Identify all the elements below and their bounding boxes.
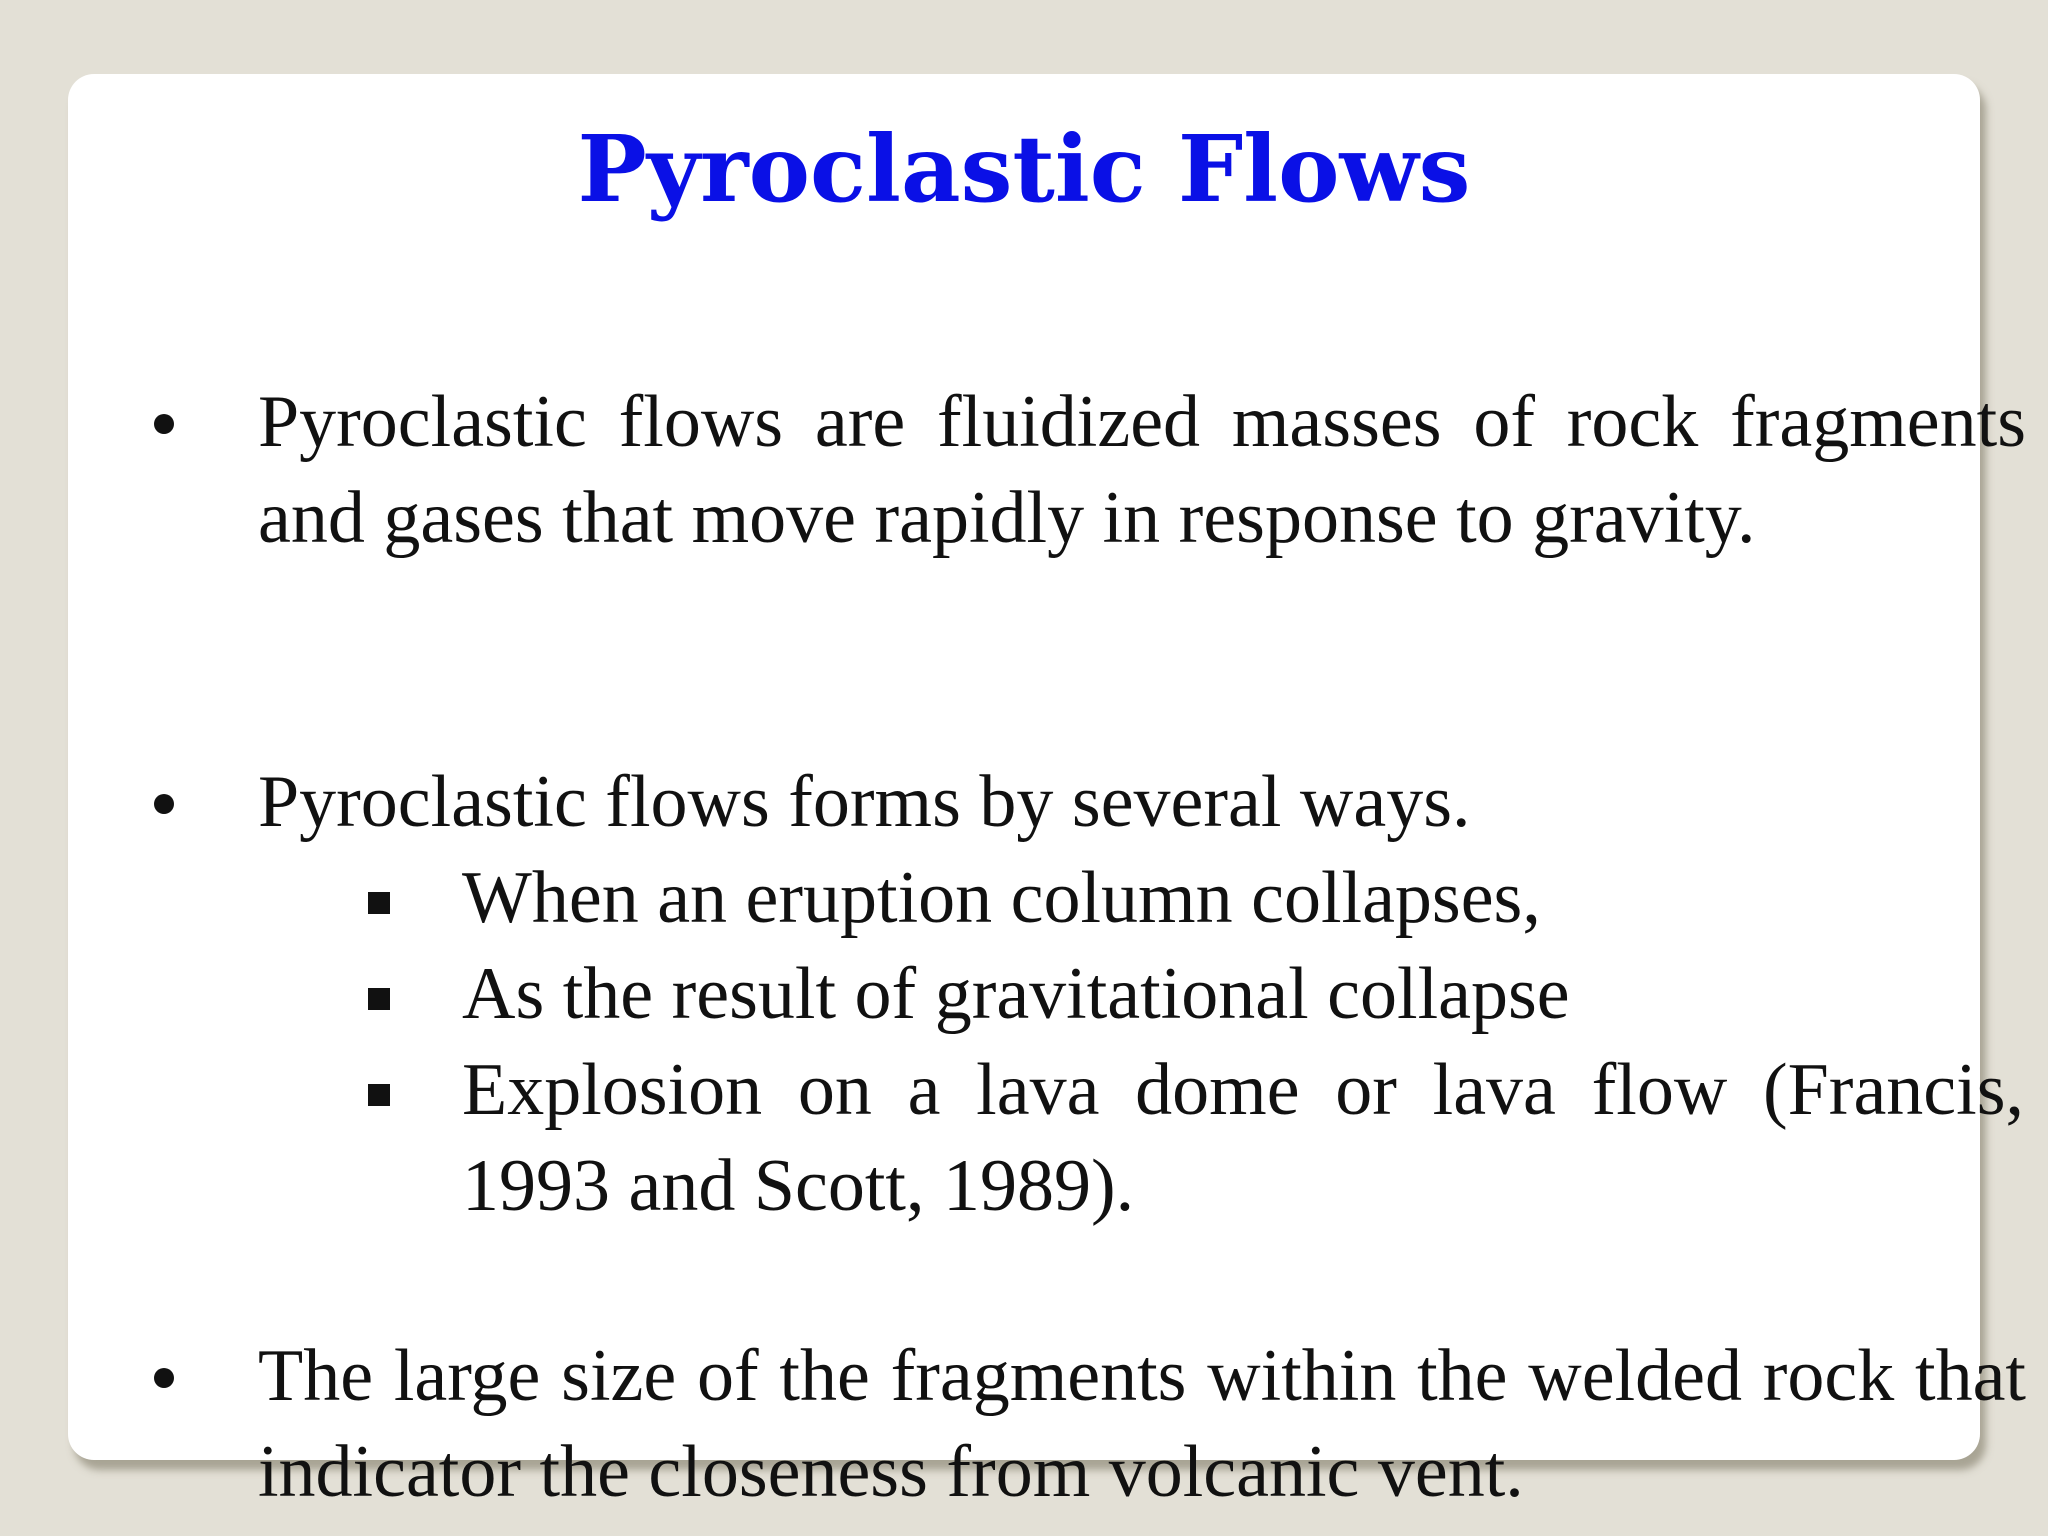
bullet-text-2: Pyroclastic flows forms by several ways. [258, 761, 1471, 843]
sub-bullet-square-1 [368, 892, 390, 914]
bullet-text-1: Pyroclastic flows are fluidized masses of rock fragments and gases that move rapidly in response to gravity. [258, 381, 2026, 559]
slide-panel [68, 74, 2026, 1513]
sub-bullet-text-1: When an eruption column collapses, [462, 857, 1541, 939]
sub-bullet-text-3: Explosion on a lava dome or lava flow (Francis, 1993 and Scott, 1989). [462, 1049, 2024, 1227]
bullet-dot-2 [154, 794, 174, 814]
bullet-dot-1 [154, 414, 174, 434]
bullet-dot-3 [154, 1368, 174, 1388]
sub-bullet-square-3 [368, 1084, 390, 1106]
sub-bullet-square-2 [368, 988, 390, 1010]
slide-title: Pyroclastic Flows [577, 115, 1471, 223]
bullet-text-3: The large size of the fragments within the welded rock that indicator the closeness from volcanic vent. [258, 1335, 2026, 1513]
sub-bullet-text-2: As the result of gravitational collapse [462, 953, 1570, 1035]
